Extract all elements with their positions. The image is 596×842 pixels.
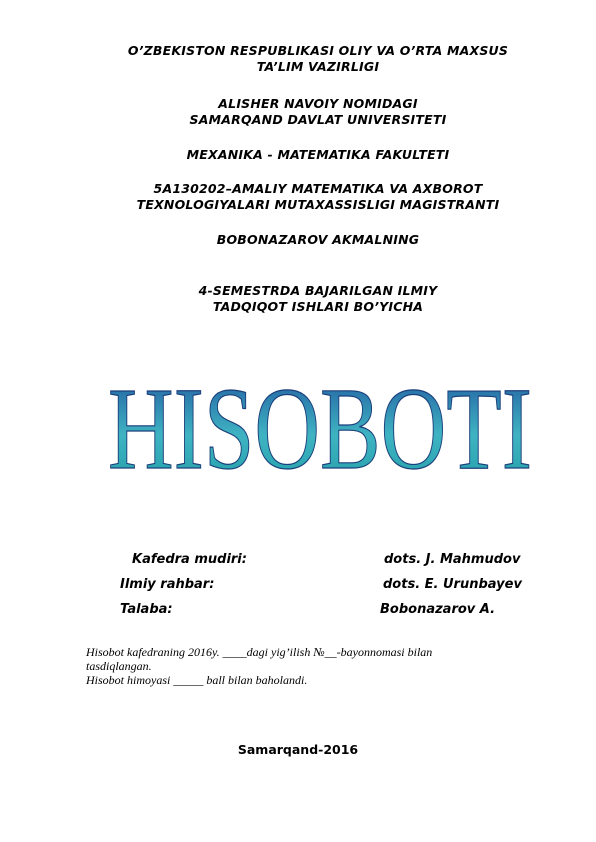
university-heading [60,96,576,128]
specialty-heading [60,181,576,213]
signature-name-supervisor: dots. E. Urunbayev [383,577,522,592]
student-heading [60,232,576,248]
report-subject-line-2: TADQIQOT ISHLARI BO’YICHA [212,299,424,314]
ministry-heading [60,43,576,75]
ministry-line-1: O’ZBEKISTON RESPUBLIKASI OLIY VA O’RTA MAXSUS [127,43,509,58]
student-name: BOBONAZAROV AKMALNING [216,232,420,247]
faculty-name: MEXANIKA - MATEMATIKA FAKULTETI [186,147,450,162]
faculty-heading [60,147,576,163]
signature-name-head: dots. J. Mahmudov [384,552,521,567]
approval-note-line-2: tasdiqlangan. [86,659,152,673]
approval-note-line-3: Hisobot himoyasi _____ ball bilan baholandi. [86,673,308,687]
approval-note [86,645,526,687]
report-title-wordart [100,372,540,482]
report-subject-heading [60,283,576,315]
signature-role-student: Talaba: [120,602,173,617]
signature-role-head: Kafedra mudiri: [132,552,247,567]
signature-role-supervisor: Ilmiy rahbar: [120,577,215,592]
specialty-line-1: 5A130202–AMALIY MATEMATIKA VA AXBOROT [153,181,483,196]
report-title: HISOBOTI [108,372,532,482]
university-line-2: SAMARQAND DAVLAT UNIVERSITETI [189,112,447,127]
ministry-line-2: TA’LIM VAZIRLIGI [256,59,380,74]
signature-name-student: Bobonazarov A. [380,602,496,617]
specialty-line-2: TEXNOLOGIYALARI MUTAXASSISLIGI MAGISTRANTI [136,197,500,212]
report-subject-line-1: 4-SEMESTRDA BAJARILGAN ILMIY [198,283,438,298]
footer-city-year: Samarqand-2016 [237,742,359,757]
university-line-1: ALISHER NAVOIY NOMIDAGI [218,96,418,111]
approval-note-line-1: Hisobot kafedraning 2016y. ____dagi yig’ilish №__-bayonnomasi bilan [86,645,433,659]
